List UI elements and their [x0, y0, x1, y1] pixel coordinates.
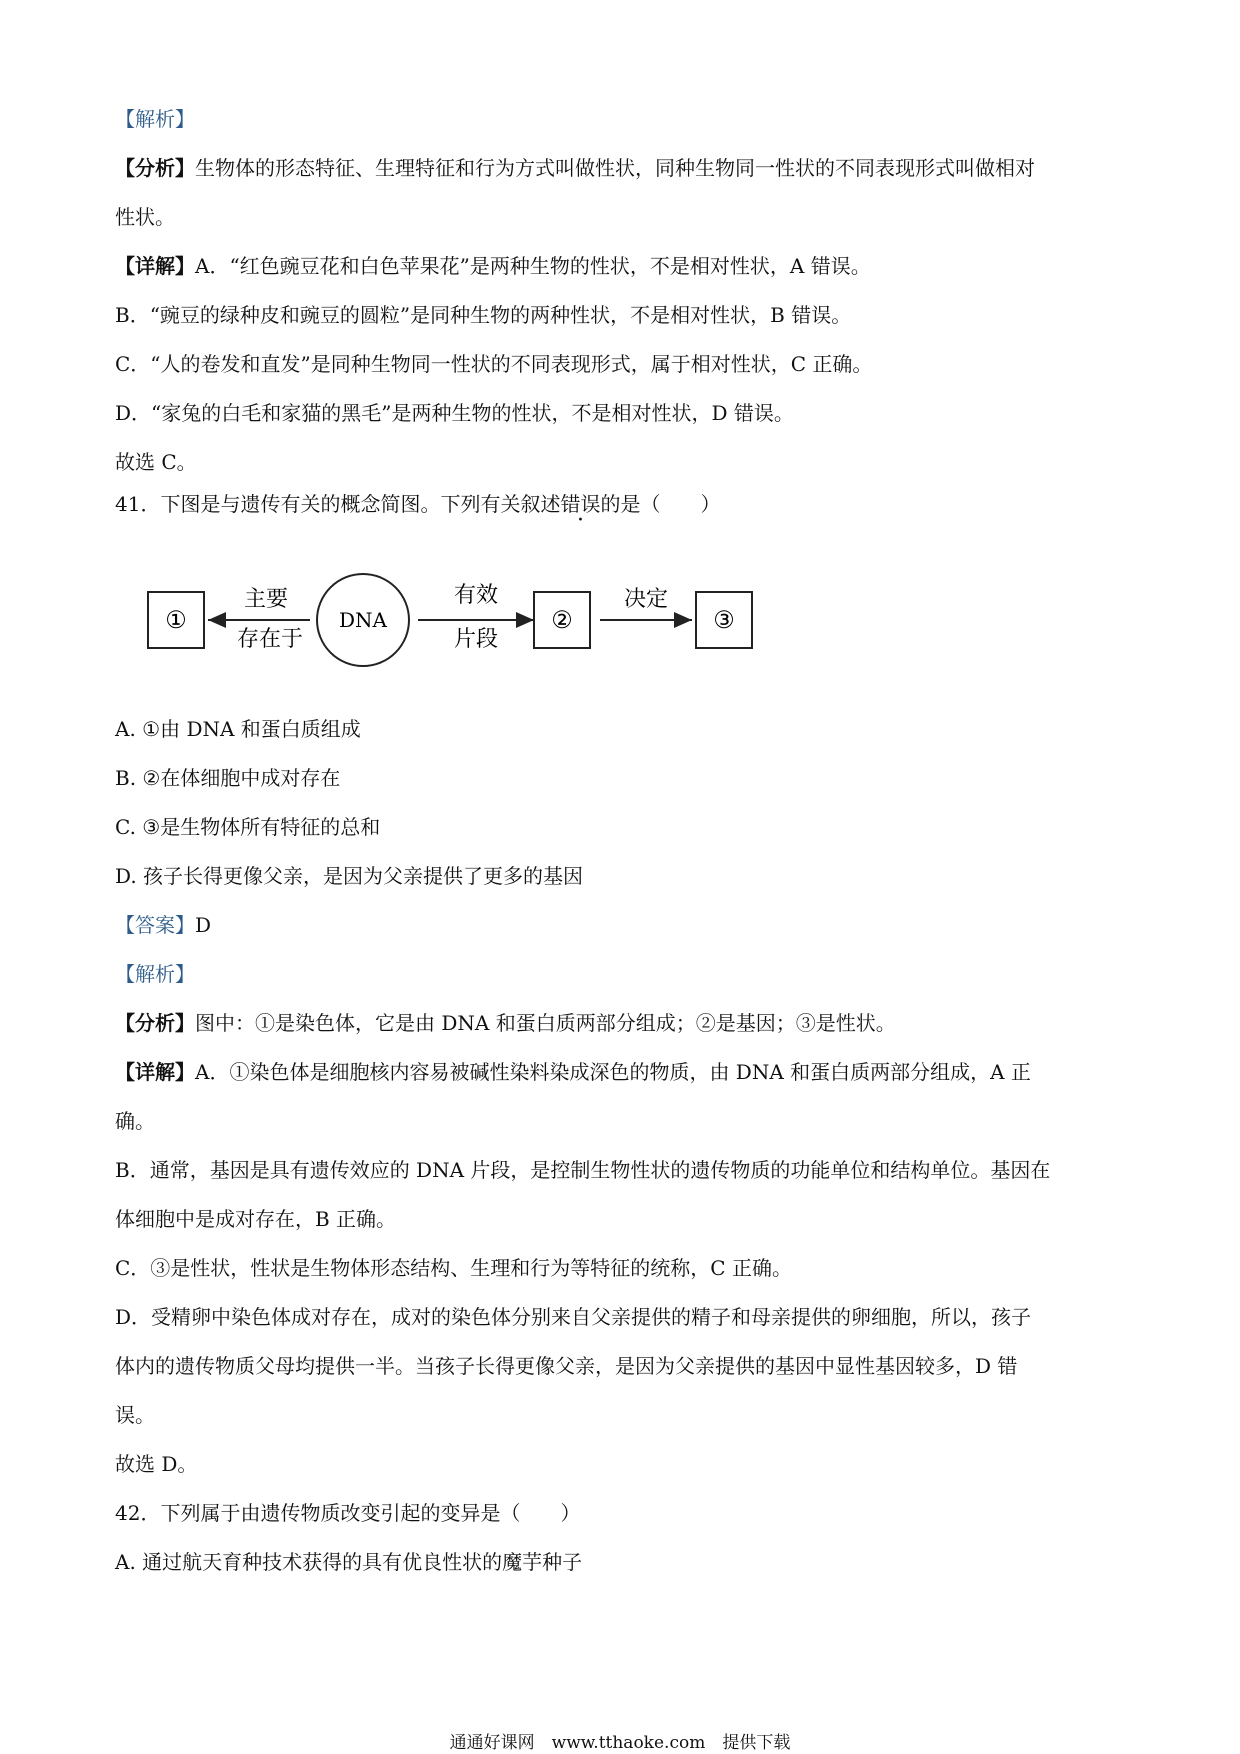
fenxi-text-41: 图中：①是染色体，它是由 DNA 和蛋白质两部分组成；②是基因；③是性状。 [195, 1011, 896, 1035]
xiangjie-tag: 【详解】 [115, 254, 195, 278]
question-41-stem [115, 491, 720, 517]
xiangjie-a: A．“红色豌豆花和白色苹果花”是两种生物的性状，不是相对性状，A 错误。 [195, 254, 871, 278]
fenxi-tag-41: 【分析】 [115, 1011, 195, 1035]
xiangjie-d-41: D．受精卵中染色体成对存在，成对的染色体分别来自父亲提供的精子和母亲提供的卵细胞，所以，孩子 [115, 1305, 1032, 1329]
concept-diagram [130, 540, 770, 670]
arrow2-bottom-label: 片段 [453, 627, 499, 652]
xiangjie-b: B．“豌豆的绿种皮和豌豆的圆粒”是同种生物的两种性状，不是相对性状，B 错误。 [115, 303, 852, 327]
analysis-heading-41: 【解析】 [115, 962, 195, 986]
stem-pre: 41．下图是与遗传有关的概念简图。下列有关叙述 [115, 492, 561, 516]
answer-tag: 【答案】 [115, 913, 195, 937]
xiangjie-d: D．“家兔的白毛和家猫的黑毛”是两种生物的性状，不是相对性状，D 错误。 [115, 401, 794, 425]
option-a: A. ①由 DNA 和蛋白质组成 [115, 717, 361, 741]
xiangjie-paragraph [115, 253, 871, 279]
xiangjie-a-41: A．①染色体是细胞核内容易被碱性染料染成深色的物质，由 DNA 和蛋白质两部分组成，A 正 [195, 1060, 1031, 1084]
xiangjie-paragraph-41 [115, 1059, 1031, 1085]
fenxi-paragraph [115, 155, 1035, 181]
question-42-stem: 42．下列属于由遗传物质改变引起的变异是（ ） [115, 1501, 581, 1525]
arrow1-bottom-label: 存在于 [236, 627, 304, 652]
fenxi-paragraph-41 [115, 1010, 896, 1036]
conclusion-41: 故选 D。 [115, 1452, 198, 1476]
arrow3-top-label: 决定 [623, 587, 669, 612]
box1-label: ① [165, 606, 187, 634]
stem-emphasis-text: 错误 [560, 492, 601, 516]
fenxi-text-cont: 性状。 [115, 205, 175, 229]
xiangjie-d-41-cont2: 误。 [115, 1403, 155, 1427]
xiangjie-d-41-cont1: 体内的遗传物质父母均提供一半。当孩子长得更像父亲，是因为父亲提供的基因中显性基因较多，D 错 [115, 1354, 1018, 1378]
analysis-heading: 【解析】 [115, 107, 195, 131]
dna-label: DNA [339, 608, 387, 632]
answer-value: D [195, 913, 212, 937]
xiangjie-b-41: B．通常，基因是具有遗传效应的 DNA 片段，是控制生物性状的遗传物质的功能单位和结构单位。基因在 [115, 1158, 1051, 1182]
option-d: D. 孩子长得更像父亲，是因为父亲提供了更多的基因 [115, 864, 584, 888]
box2-label: ② [551, 606, 573, 634]
xiangjie-c-41: C．③是性状，性状是生物体形态结构、生理和行为等特征的统称，C 正确。 [115, 1256, 792, 1280]
q42-option-a: A. 通过航天育种技术获得的具有优良性状的魔芋种子 [115, 1550, 583, 1574]
conclusion: 故选 C。 [115, 450, 197, 474]
arrow1-top-label: 主要 [243, 587, 289, 612]
option-c: C. ③是生物体所有特征的总和 [115, 815, 381, 839]
page-footer: 通通好课网 www.tthaoke.com 提供下载 [449, 1733, 791, 1753]
xiangjie-c: C．“人的卷发和直发”是同种生物同一性状的不同表现形式，属于相对性状，C 正确。 [115, 352, 873, 376]
box3-label: ③ [713, 606, 735, 634]
fenxi-text: 生物体的形态特征、生理特征和行为方式叫做性状，同种生物同一性状的不同表现形式叫做相对 [195, 156, 1035, 180]
xiangjie-a-41-cont: 确。 [115, 1109, 155, 1133]
stem-post: 的是（ ） [600, 492, 721, 516]
answer-line [115, 912, 211, 938]
xiangjie-tag-41: 【详解】 [115, 1060, 195, 1084]
xiangjie-b-41-cont: 体细胞中是成对存在，B 正确。 [115, 1207, 397, 1231]
fenxi-tag: 【分析】 [115, 156, 195, 180]
arrow2-top-label: 有效 [453, 583, 499, 608]
stem-emphasis [560, 492, 600, 516]
option-b: B. ②在体细胞中成对存在 [115, 766, 341, 790]
